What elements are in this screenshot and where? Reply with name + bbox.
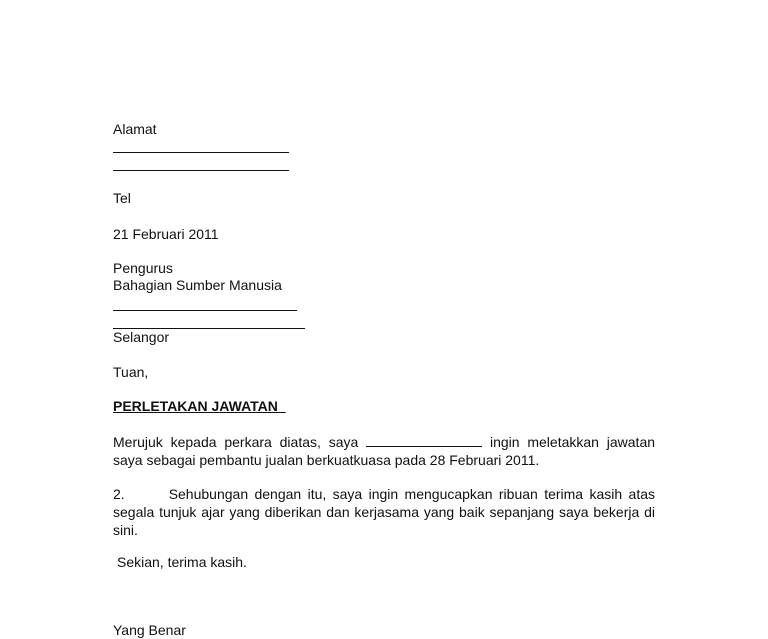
- letter-subject-text: PERLETAKAN JAWATAN: [113, 398, 278, 414]
- name-blank: [366, 434, 482, 447]
- salutation: Tuan,: [113, 364, 149, 380]
- body-p2-text: Sehubungan dengan itu, saya ingin mengucapkan ribuan terima kasih atas segala tunjuk ajar yang diberikan dan kerjasama yang baik sepanjang saya bekerja di sini.: [113, 486, 655, 538]
- recipient-title: Pengurus: [113, 260, 173, 276]
- address-blank-line-2: [113, 158, 289, 175]
- body-p2-number: 2.: [113, 486, 125, 502]
- closing: Sekian, terima kasih.: [117, 554, 247, 570]
- tel-label: Tel: [113, 190, 131, 206]
- letter-document: [113, 0, 656, 638]
- body-paragraph-2: [113, 485, 655, 539]
- address-blank-line-1: [113, 140, 289, 157]
- address-label: Alamat: [113, 121, 157, 137]
- sign-off: Yang Benar: [113, 622, 186, 638]
- body-p1-before: Merujuk kepada perkara diatas, saya: [113, 434, 359, 450]
- body-p1-after: ingin meletakkan jawatan saya sebagai pembantu jualan berkuatkuasa pada 28 Februari 2011.: [113, 434, 656, 468]
- letter-date: 21 Februari 2011: [113, 226, 219, 242]
- recipient-state: Selangor: [113, 329, 170, 345]
- letter-subject: [113, 398, 286, 415]
- recipient-blank-line-1: [113, 298, 297, 315]
- body-paragraph-1: [113, 433, 655, 469]
- recipient-department: Bahagian Sumber Manusia: [113, 277, 282, 293]
